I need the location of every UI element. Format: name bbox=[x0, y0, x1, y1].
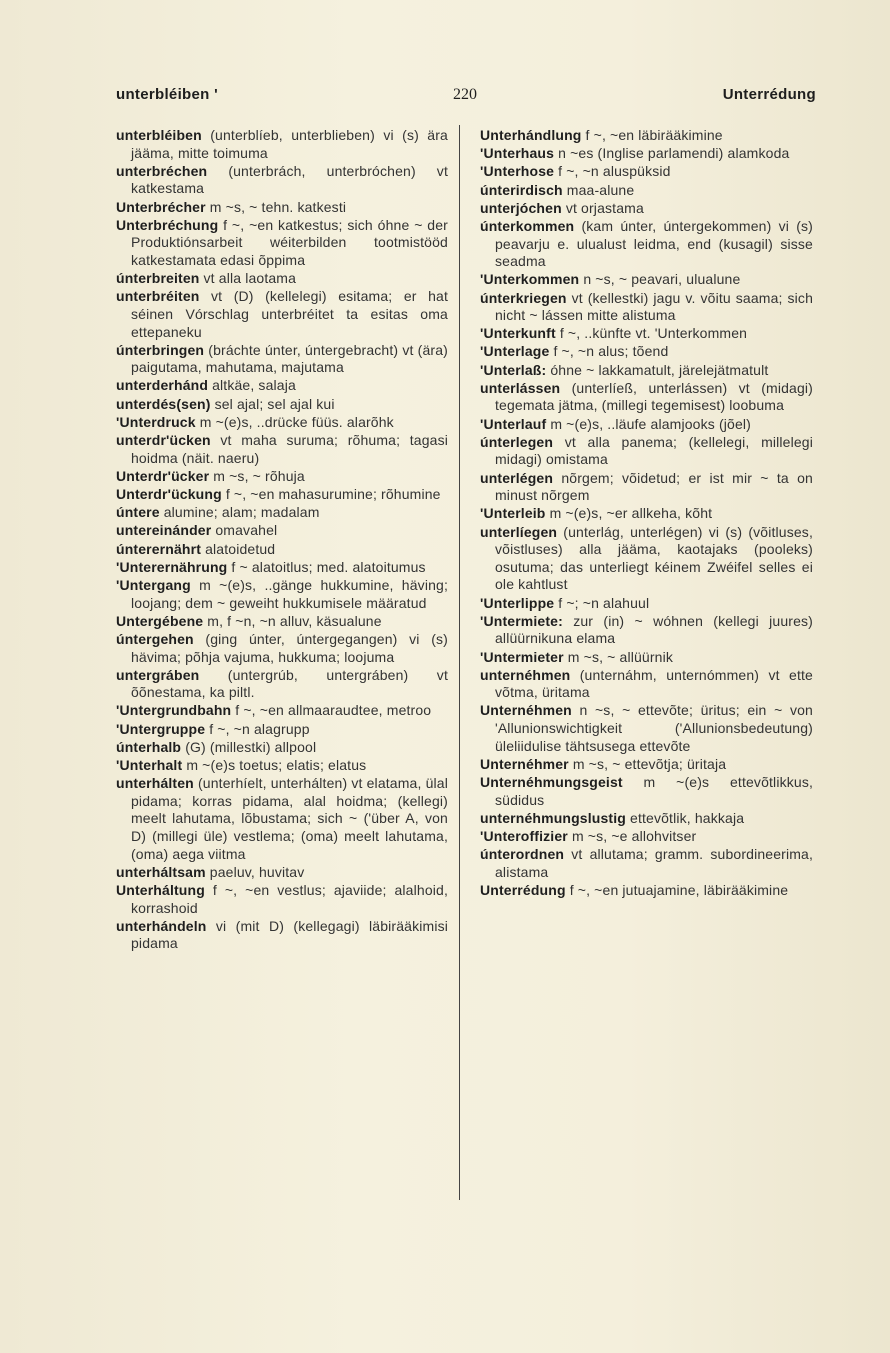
entry-headword: Unterrédung bbox=[480, 881, 566, 898]
entry-definition: f ~, ~n alus; tõend bbox=[553, 343, 669, 360]
dictionary-entry bbox=[480, 649, 813, 667]
entry-definition: f ~ alatoitlus; med. alatoitumus bbox=[231, 558, 426, 575]
entry-definition: f ~, ~en jutuajamine, läbirääkimine bbox=[569, 881, 789, 898]
running-header bbox=[116, 86, 816, 110]
entry-headword: 'Unterhalt bbox=[116, 757, 183, 774]
entry-definition: n ~s, ~ peavari, ulualune bbox=[583, 271, 741, 288]
dictionary-entry bbox=[480, 613, 813, 648]
entry-definition: f ~, ~en vestlus; ajaviide; alalhoid, korrashoid bbox=[131, 881, 448, 916]
entry-definition: f ~, ~en läbirääkimine bbox=[585, 127, 723, 143]
entry-definition: (unternáhm, unternómmen) vt ette võtma, üritama bbox=[495, 666, 813, 701]
dictionary-entry bbox=[116, 199, 448, 217]
entry-definition: paeluv, huvitav bbox=[209, 863, 305, 880]
dictionary-entry bbox=[116, 504, 448, 522]
dictionary-entry bbox=[116, 486, 448, 504]
entry-headword: 'Unterhaus bbox=[480, 145, 555, 162]
dictionary-entry bbox=[116, 270, 448, 288]
entry-headword: untereinánder bbox=[116, 522, 212, 539]
entry-definition: n ~s, ~ ettevõte; üritus; ein ~ von 'Allunionswichtigkeit ('Allunionsbedeutung) üleliidulise tähtsusega ettevõte bbox=[495, 702, 813, 754]
entry-definition: m ~s, ~ allüürnik bbox=[567, 648, 674, 665]
dictionary-entry bbox=[116, 377, 448, 395]
dictionary-entry bbox=[480, 702, 813, 755]
dictionary-entry bbox=[480, 470, 813, 505]
page-number: 220 bbox=[453, 86, 477, 103]
entry-headword: únterhalb bbox=[116, 738, 182, 755]
entry-headword: Unternéhmungsgeist bbox=[480, 774, 623, 791]
entry-headword: unterjóchen bbox=[480, 199, 562, 216]
entry-headword: unternéhmungslustig bbox=[480, 809, 626, 826]
dictionary-entry bbox=[116, 721, 448, 739]
entry-headword: unterbréchen bbox=[116, 162, 208, 179]
entry-headword: 'Untermieter bbox=[480, 648, 564, 665]
entry-definition: (G) (millestki) allpool bbox=[185, 738, 317, 755]
entry-headword: 'Unterernährung bbox=[116, 558, 228, 575]
entry-headword: 'Unterhose bbox=[480, 163, 555, 180]
entry-headword: 'Unterkommen bbox=[480, 271, 580, 288]
dictionary-entry bbox=[480, 218, 813, 271]
entry-headword: únterernährt bbox=[116, 540, 202, 557]
entry-headword: unternéhmen bbox=[480, 666, 571, 683]
dictionary-entry bbox=[116, 468, 448, 486]
entry-headword: úntere bbox=[116, 504, 160, 521]
entry-headword: unterháltsam bbox=[116, 863, 206, 880]
entry-headword: unterlíegen bbox=[480, 523, 558, 540]
entry-definition: maa-alune bbox=[566, 181, 635, 198]
dictionary-entry bbox=[480, 810, 813, 828]
entry-definition: f ~, ~n aluspüksid bbox=[558, 163, 671, 180]
entry-headword: únterkriegen bbox=[480, 289, 567, 306]
dictionary-entry bbox=[480, 362, 813, 380]
dictionary-entry bbox=[116, 667, 448, 702]
entry-definition: m ~(e)s, ..gänge hukkumine, häving; loojang; dem ~ geweiht hukkumisele määratud bbox=[131, 576, 448, 611]
dictionary-entry bbox=[480, 882, 813, 900]
entry-definition: (unterlág, unterlégen) vi (s) (võitluses, võistluses) alla jääma, kaotajaks (pooleks) osutuma; das unterliegt kéinem Zwéifel selles ei ole kahtlust bbox=[495, 523, 813, 593]
entry-definition: m ~s, ~ tehn. katkesti bbox=[209, 198, 347, 215]
entry-headword: unterlégen bbox=[480, 469, 554, 486]
dictionary-entry bbox=[480, 828, 813, 846]
dictionary-entry bbox=[116, 396, 448, 414]
entry-headword: 'Unterlauf bbox=[480, 415, 547, 432]
entry-definition: n ~es (Inglise parlamendi) alamkoda bbox=[558, 145, 790, 162]
dictionary-entry bbox=[480, 163, 813, 181]
entry-headword: 'Untergang bbox=[116, 576, 191, 593]
entry-headword: Unterdr'ücker bbox=[116, 467, 210, 484]
entry-headword: únterkommen bbox=[480, 217, 575, 234]
entry-definition: m, f ~n, ~n alluv, käsualune bbox=[207, 612, 382, 629]
entry-headword: Unterdr'ückung bbox=[116, 486, 222, 502]
dictionary-entry bbox=[480, 595, 813, 613]
dictionary-entry bbox=[480, 127, 813, 145]
entry-definition: (untergrúb, untergráben) vt õõnestama, ka piltl. bbox=[131, 666, 448, 701]
entry-definition: nõrgem; võidetud; er ist mir ~ ta on minust nõrgem bbox=[495, 469, 813, 504]
entry-headword: únterirdisch bbox=[480, 181, 563, 198]
column-divider bbox=[459, 125, 460, 1200]
left-column bbox=[116, 127, 448, 954]
entry-headword: únterordnen bbox=[480, 846, 565, 863]
entry-definition: vt alla panema; (kellelegi, millelegi midagi) omistama bbox=[495, 433, 813, 468]
dictionary-entry bbox=[116, 702, 448, 720]
dictionary-entry bbox=[116, 775, 448, 863]
entry-headword: únterbringen bbox=[116, 341, 205, 358]
dictionary-entry bbox=[116, 541, 448, 559]
entry-definition: f ~, ~en katkestus; sich óhne ~ der Produktiónsarbeit wéiterbilden tootmistööd katkestamata edasi õppima bbox=[131, 216, 448, 268]
entry-headword: unterhálten bbox=[116, 775, 194, 792]
entry-definition: (unterblíeb, unterblieben) vi (s) ära jääma, mitte toimuma bbox=[131, 127, 448, 161]
entry-definition: (unterhíelt, unterhálten) vt elatama, ülal pidama; korras pidama, alal hoidma; (kellegi) meelt lahutama, lõbustama; sich ~ ('über A, von D) (millegi üle) vestlema; (oma) meelt lahutama, (oma) aega viitma bbox=[131, 775, 448, 862]
entry-headword: Unternéhmer bbox=[480, 755, 569, 772]
entry-headword: Unterháltung bbox=[116, 881, 205, 898]
entry-headword: 'Unterlaß: bbox=[480, 361, 547, 378]
entry-definition: f ~, ~en allmaaraudtee, metroo bbox=[235, 702, 432, 719]
entry-definition: vt orjastama bbox=[565, 199, 644, 216]
entry-definition: (unterbrách, unterbróchen) vt katkestama bbox=[131, 162, 448, 197]
dictionary-entry bbox=[116, 739, 448, 757]
entry-headword: untergráben bbox=[116, 666, 200, 683]
entry-definition: vt maha suruma; rõhuma; tagasi hoidma (näit. naeru) bbox=[131, 432, 448, 466]
dictionary-entry bbox=[480, 290, 813, 325]
dictionary-entry bbox=[116, 631, 448, 666]
entry-definition: óhne ~ lakkamatult, järelejätmatult bbox=[550, 361, 769, 378]
entry-definition: m ~s, ~ rõhuja bbox=[213, 467, 305, 484]
entry-definition: m ~(e)s, ..drücke füüs. alarõhk bbox=[199, 413, 394, 430]
entry-definition: zur (in) ~ wóhnen (kellegi juures) allüürnikuna elama bbox=[495, 612, 813, 647]
entry-headword: 'Unterlage bbox=[480, 343, 550, 360]
entry-definition: (ging únter, úntergegangen) vi (s) hävima; põhja vajuma, hukkuma; loojuma bbox=[131, 630, 448, 665]
dictionary-entry bbox=[116, 757, 448, 775]
dictionary-entry bbox=[480, 524, 813, 594]
entry-definition: vt allutama; gramm. subordineerima, alistama bbox=[495, 846, 814, 880]
entry-definition: m ~(e)s, ~er allkeha, kõht bbox=[549, 505, 713, 522]
right-guide-word: Unterrédung bbox=[722, 86, 816, 103]
entry-definition: f ~, ~en mahasurumine; rõhumine bbox=[225, 486, 441, 502]
entry-headword: 'Untergrundbahn bbox=[116, 702, 232, 719]
entry-definition: (unterlíeß, unterlássen) vt (midagi) tegemata jätma, (millegi tegemisest) loobuma bbox=[495, 379, 813, 414]
right-column bbox=[480, 127, 813, 900]
entry-definition: altkäe, salaja bbox=[212, 377, 296, 394]
dictionary-entry bbox=[480, 667, 813, 702]
entry-definition: vt alla laotama bbox=[203, 270, 297, 287]
entry-definition: vt (D) (kellelegi) esitama; er hat séinen Vórschlag unterbréitet ta esitas oma ettepaneku bbox=[131, 288, 449, 340]
dictionary-entry bbox=[116, 864, 448, 882]
dictionary-entry bbox=[116, 577, 448, 612]
dictionary-entry bbox=[480, 182, 813, 200]
entry-headword: únterlegen bbox=[480, 433, 554, 450]
dictionary-entry bbox=[480, 774, 813, 809]
entry-definition: ettevõtlik, hakkaja bbox=[630, 809, 745, 826]
entry-definition: vt (kellestki) jagu v. võitu saama; sich nicht ~ lássen mitte alistuma bbox=[495, 289, 814, 324]
dictionary-entry bbox=[116, 559, 448, 577]
entry-headword: unterdés(sen) bbox=[116, 395, 211, 412]
entry-headword: 'Unterdruck bbox=[116, 413, 196, 430]
dictionary-entry bbox=[480, 505, 813, 523]
dictionary-entry bbox=[480, 200, 813, 218]
dictionary-entry bbox=[480, 846, 813, 881]
dictionary-entry bbox=[480, 416, 813, 434]
dictionary-entry bbox=[116, 432, 448, 467]
dictionary-entry bbox=[116, 522, 448, 540]
entry-definition: m ~(e)s ettevõtlikkus, südidus bbox=[495, 774, 814, 808]
dictionary-entry bbox=[116, 613, 448, 631]
entry-headword: Unterhándlung bbox=[480, 127, 582, 143]
entry-definition: m ~s, ~ ettevõtja; üritaja bbox=[572, 755, 727, 772]
entry-headword: Untergébene bbox=[116, 612, 204, 629]
dictionary-entry bbox=[116, 918, 448, 953]
dictionary-entry bbox=[480, 271, 813, 289]
entry-headword: 'Untermiete: bbox=[480, 612, 563, 629]
dictionary-entry bbox=[480, 343, 813, 361]
entry-headword: unterbréiten bbox=[116, 288, 200, 305]
dictionary-entry bbox=[480, 756, 813, 774]
dictionary-entry bbox=[116, 342, 448, 377]
entry-definition: m ~(e)s, ..läufe alamjooks (jõel) bbox=[550, 415, 751, 432]
dictionary-entry bbox=[480, 380, 813, 415]
dictionary-entry bbox=[116, 882, 448, 917]
entry-headword: Unternéhmen bbox=[480, 702, 572, 719]
entry-definition: (kam únter, úntergekommen) vi (s) peavarju e. ulualust leidma, end (kusagil) sisse seadma bbox=[495, 217, 813, 270]
entry-headword: unterdr'ücken bbox=[116, 432, 211, 449]
entry-headword: úntergehen bbox=[116, 630, 194, 647]
entry-definition: m ~(e)s toetus; elatis; elatus bbox=[186, 757, 367, 774]
entry-definition: m ~s, ~e allohvitser bbox=[571, 828, 697, 844]
entry-headword: unterbléiben bbox=[116, 127, 202, 143]
dictionary-entry bbox=[116, 288, 448, 341]
entry-headword: 'Unterlippe bbox=[480, 594, 555, 611]
entry-headword: unterlássen bbox=[480, 379, 561, 396]
entry-definition: f ~; ~n alahuul bbox=[558, 594, 650, 611]
dictionary-entry bbox=[116, 163, 448, 198]
entry-headword: Unterbrécher bbox=[116, 198, 206, 215]
entry-definition: omavahel bbox=[215, 522, 278, 539]
dictionary-entry bbox=[480, 145, 813, 163]
entry-headword: 'Unteroffizier bbox=[480, 828, 568, 844]
entry-definition: alumine; alam; madalam bbox=[163, 504, 320, 521]
entry-definition: sel ajal; sel ajal kui bbox=[214, 395, 335, 412]
entry-definition: vi (mit D) (kellegagi) läbirääkimisi pidama bbox=[131, 917, 448, 952]
dictionary-entry bbox=[116, 127, 448, 162]
entry-headword: unterderhánd bbox=[116, 377, 209, 394]
dictionary-entry bbox=[116, 414, 448, 432]
left-guide-word: unterbléiben ' bbox=[116, 86, 218, 103]
entry-headword: 'Untergruppe bbox=[116, 720, 206, 737]
dictionary-entry bbox=[480, 434, 813, 469]
dictionary-entry bbox=[116, 217, 448, 270]
entry-headword: 'Unterleib bbox=[480, 505, 546, 522]
entry-headword: únterbreiten bbox=[116, 270, 200, 287]
entry-definition: f ~, ..künfte vt. 'Unterkommen bbox=[559, 325, 748, 342]
entry-definition: f ~, ~n alagrupp bbox=[209, 720, 310, 737]
entry-headword: 'Unterkunft bbox=[480, 325, 556, 342]
entry-definition: alatoidetud bbox=[205, 540, 276, 557]
entry-definition: (bráchte únter, úntergebracht) vt (ära) paigutama, mahutama, majutama bbox=[131, 341, 448, 376]
entry-headword: Unterbréchung bbox=[116, 216, 219, 233]
entry-headword: unterhándeln bbox=[116, 917, 207, 934]
dictionary-entry bbox=[480, 325, 813, 343]
